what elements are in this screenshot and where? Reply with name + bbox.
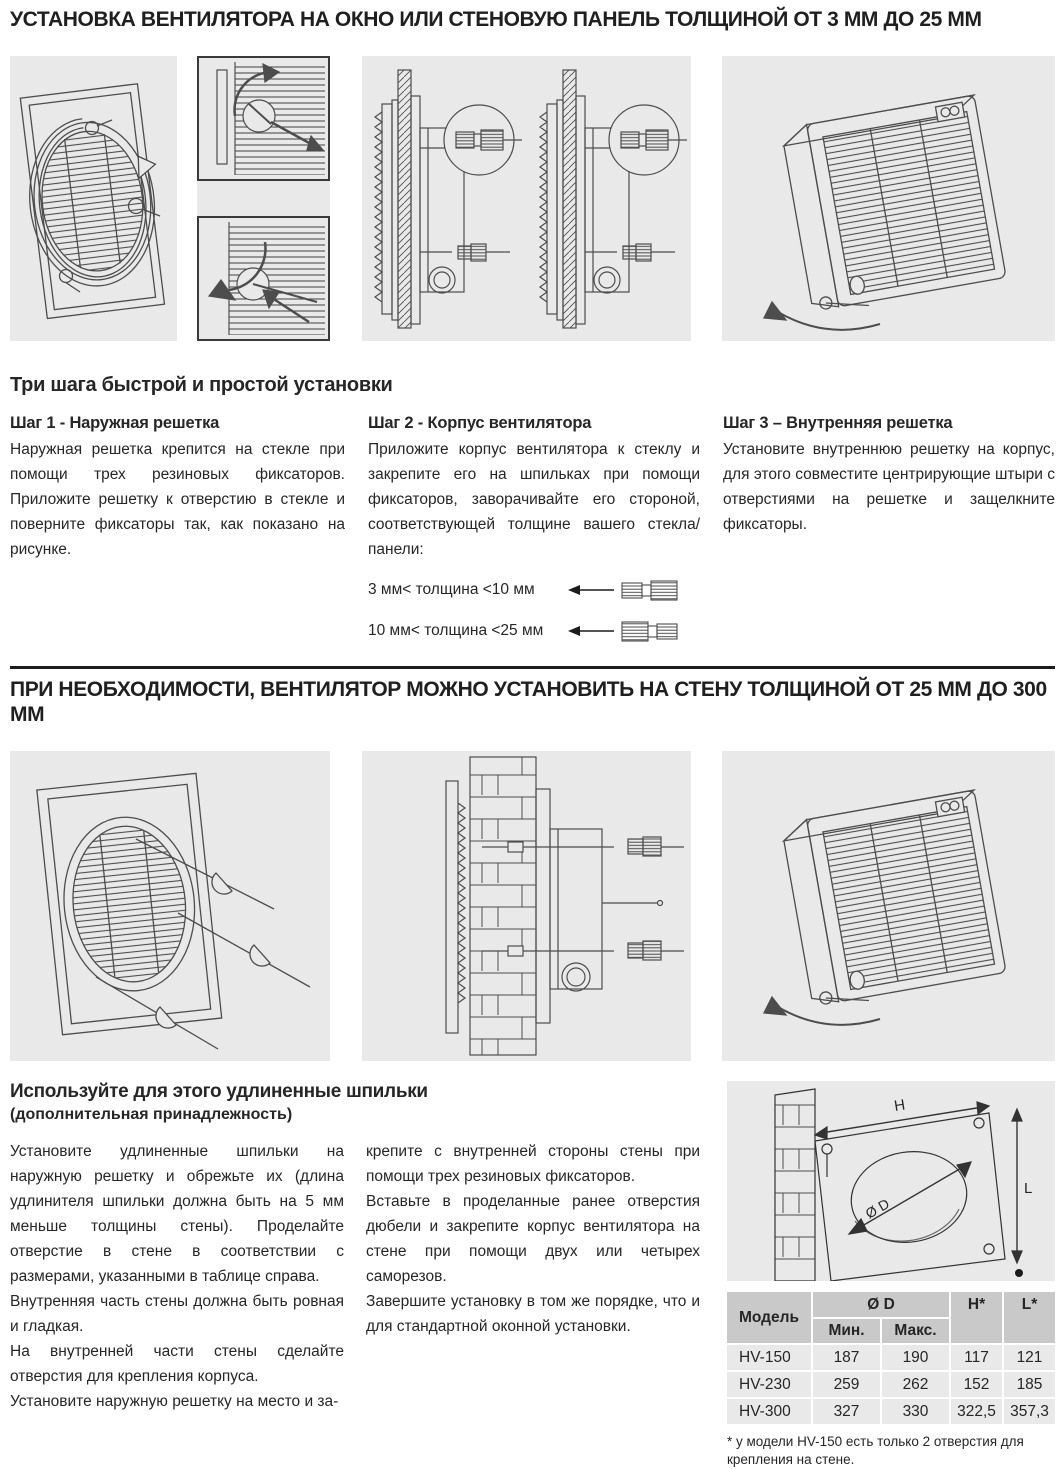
figure-outer-grille-fixators <box>10 56 330 341</box>
fixator-turn-drawing-1 <box>199 58 328 179</box>
dimension-d-label: Ø D <box>862 1195 893 1222</box>
table-cell: 152 <box>951 1372 1002 1397</box>
steps-heading: Три шага быстрой и простой установки <box>10 374 393 396</box>
table-cell: 322,5 <box>951 1399 1002 1424</box>
step-1 <box>10 414 345 644</box>
thickness-option-1 <box>368 577 700 603</box>
paragraph: Завершите установку в том же порядке, что и для стандартной оконной установки. <box>366 1293 700 1335</box>
col-header-l: L* <box>1004 1292 1055 1343</box>
section-divider <box>10 666 1055 669</box>
paragraph: На внутренней части стены сделайте отверстия для крепления корпуса. <box>10 1343 344 1385</box>
step-3-body: Установите внутреннюю решетку на корпус, для этого совместите центрирующие штыри с отверстиями на решетке и защелкните фиксаторы. <box>723 441 1055 533</box>
figure-body-on-glass-sideviews <box>362 56 691 341</box>
detail-insets <box>197 56 330 341</box>
arrow-left-icon <box>568 624 614 638</box>
figures-row-window-install <box>10 56 1055 341</box>
step-2 <box>368 414 700 644</box>
step-1-title: Шаг 1 - Наружная решетка <box>10 414 220 432</box>
table-footnote: * у модели HV-150 есть только 2 отверстия для крепления на стене. <box>727 1434 1024 1467</box>
thickness-option-2 <box>368 618 700 644</box>
section2-title: ПРИ НЕОБХОДИМОСТИ, ВЕНТИЛЯТОР МОЖНО УСТАНОВИТЬ НА СТЕНУ ТОЛЩИНОЙ ОТ 25 ММ ДО 300 ММ <box>10 678 1047 726</box>
figure-wall-hole-dimensions <box>727 1081 1055 1281</box>
table-cell: 121 <box>1004 1345 1055 1370</box>
table-cell-model: HV-230 <box>727 1372 811 1397</box>
col-header-max: Макс. <box>882 1319 949 1343</box>
wall-dimensions-drawing <box>727 1081 1055 1281</box>
body-on-glass-drawing <box>362 56 691 341</box>
fixator-turn-drawing-2 <box>199 218 328 339</box>
paragraph: Установите удлиненные шпильки на наружную решетку и обрежьте их (длина удлинителя шпильки должна быть на 5 мм меньше толщины стены). Проделайте отверстие в стене в соответствии с размерами, указанными в таблице справа. <box>10 1143 344 1285</box>
table-cell-model: HV-150 <box>727 1345 811 1370</box>
col-header-h: H* <box>951 1292 1002 1343</box>
section1-title: УСТАНОВКА ВЕНТИЛЯТОРА НА ОКНО ИЛИ СТЕНОВУЮ ПАНЕЛЬ ТОЛЩИНОЙ ОТ 3 ММ ДО 25 ММ <box>10 8 982 31</box>
arrow-left-icon <box>568 583 614 597</box>
figure-inner-grille-snap-wall <box>722 751 1055 1061</box>
studs-heading: Используйте для этого удлиненные шпильки <box>10 1081 428 1102</box>
col-header-diameter: Ø D <box>813 1292 949 1317</box>
paragraph: Вставьте в проделанные ранее отверстия дюбели и закрепите корпус вентилятора на стене при помощи двух или четырех саморезов. <box>366 1193 700 1285</box>
table-cell: 185 <box>1004 1372 1055 1397</box>
figures-row-wall-install <box>10 751 1055 1061</box>
fan-perspective-drawing-2 <box>722 751 1055 1036</box>
grille-studs-drawing <box>10 751 330 1061</box>
dimension-h-label: H <box>892 1096 907 1115</box>
paragraph: Внутренняя часть стены должна быть ровная и гладкая. <box>10 1293 344 1335</box>
inset-fixator-turn-1 <box>197 56 330 181</box>
studs-text-block <box>10 1081 700 1469</box>
figure-wall-cross-section <box>362 751 691 1061</box>
step-3-title: Шаг 3 – Внутренняя решетка <box>723 414 953 432</box>
step-1-body: Наружная решетка крепится на стекле при помощи трех резиновых фиксаторов. Приложите решетку к отверстию в стекле и поверните фиксаторы так, как показано на рисунке. <box>10 441 345 558</box>
table-cell: 327 <box>813 1399 880 1424</box>
inset-fixator-turn-2 <box>197 216 330 341</box>
thickness-option-2-label: 10 мм< толщина <25 мм <box>368 622 544 639</box>
col-header-min: Мин. <box>813 1319 880 1343</box>
table-cell: 117 <box>951 1345 1002 1370</box>
panel-gap <box>177 56 197 341</box>
table-cell: 259 <box>813 1372 880 1397</box>
table-cell: 187 <box>813 1345 880 1370</box>
step-2-title: Шаг 2 - Корпус вентилятора <box>368 414 592 432</box>
outer-grille-drawing <box>10 56 177 341</box>
thickness-option-1-label: 3 мм< толщина <10 мм <box>368 581 535 598</box>
table-cell: 190 <box>882 1345 949 1370</box>
fixator-side-icon <box>620 578 686 602</box>
dimensions-block <box>727 1081 1055 1469</box>
table-cell: 262 <box>882 1372 949 1397</box>
paragraph: крепите с внутренней стороны стены при помощи трех резиновых фиксаторов. <box>366 1143 700 1185</box>
table-cell: 357,3 <box>1004 1399 1055 1424</box>
step-2-body: Приложите корпус вентилятора к стеклу и закрепите его на шпильках при помощи фиксаторов, заворачивайте его стороной, соответствующей толщине вашего стекла/панели: <box>368 441 700 558</box>
figure-inner-grille-snap <box>722 56 1055 341</box>
table-cell: 330 <box>882 1399 949 1424</box>
table-cell-model: HV-300 <box>727 1399 811 1424</box>
fan-perspective-drawing <box>722 56 1055 341</box>
wall-section-drawing <box>362 751 691 1061</box>
steps-row <box>10 414 1055 644</box>
fixator-side-icon <box>620 619 686 643</box>
figure-grille-extended-studs <box>10 751 330 1061</box>
studs-subheading: (дополнительная принадлежность) <box>10 1106 293 1123</box>
bottom-section <box>10 1081 1055 1469</box>
paragraph: Установите наружную решетку на место и за- <box>10 1393 339 1410</box>
dimension-l-label: L <box>1024 1180 1033 1197</box>
spec-table <box>727 1292 1055 1424</box>
step-3 <box>723 414 1055 644</box>
col-header-model: Модель <box>727 1292 811 1343</box>
